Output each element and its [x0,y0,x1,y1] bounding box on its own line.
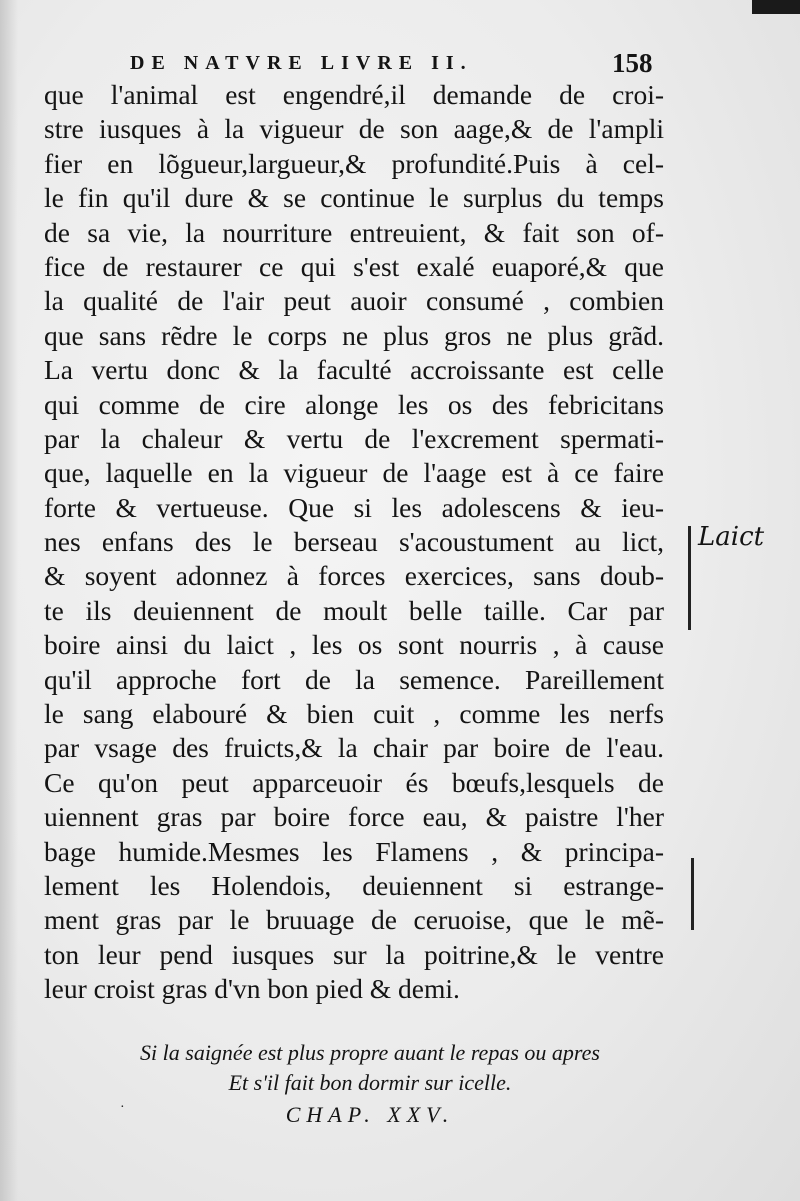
text-line: que, laquelle en la vigueur de l'aage est à ce faire [44,457,664,489]
text-line: fier en lõgueur,largueur,& profundité.Puis à cel- [44,147,664,179]
text-line: de sa vie, la nourriture entreuient, & fait son of- [44,216,664,248]
text-line: ton leur pend iusques sur la poitrine,& le ventre [44,938,664,970]
corner-ink-mark [752,0,800,14]
text-line: le fin qu'il dure & se continue le surplus du temps [44,182,664,214]
text-line: forte & vertueuse. Que si les adolescens & ieu- [44,491,664,523]
page-number: 158 [612,48,653,78]
ink-dot: · [120,1100,125,1115]
text-line: La vertu donc & la faculté accroissante est celle [44,354,664,386]
margin-bracket-line [688,526,691,630]
text-line: Ce qu'on peut apparceuoir és bœufs,lesquels de [44,766,664,798]
text-line: qui comme de cire alonge les os des febricitans [44,388,664,420]
text-line: te ils deuiennent de moult belle taille. Car par [44,594,664,626]
text-line: qu'il approche fort de la semence. Pareillement [44,663,664,695]
text-line: le sang elabouré & bien cuit , comme les nerfs [44,698,664,730]
text-line: bage humide.Mesmes les Flamens , & principa- [44,835,664,867]
handwritten-margin-note: Laict [698,522,765,552]
text-line: par vsage des fruicts,& la chair par boire de l'eau. [44,732,664,764]
chapter-title-line: Et s'il fait bon dormir sur icelle. [228,1070,512,1095]
text-line: nes enfans des le berseau s'acoustument au lict, [44,526,664,558]
text-line: & soyent adonnez à forces exercices, sans doub- [44,560,664,592]
chapter-title-line: Si la saignée est plus propre auant le repas ou apres [140,1040,600,1065]
margin-bracket-line [691,858,694,930]
chapter-number: CHAP. XXV. [285,1102,455,1127]
chapter-heading [60,1038,680,1132]
text-line: la qualité de l'air peut auoir consumé , combien [44,285,664,317]
text-line: fice de restaurer ce qui s'est exalé euaporé,& que [44,250,664,282]
text-line: uiennent gras par boire force eau, & paistre l'her [44,801,664,833]
text-line: que l'animal est engendré,il demande de croi- [44,79,664,110]
binding-shadow [0,0,18,1201]
text-line: boire ainsi du laict , les os sont nourris , à cause [44,629,664,661]
body-text [44,78,664,1007]
text-line: que sans rẽdre le corps ne plus gros ne plus grãd. [44,319,664,351]
text-line: ment gras par le bruuage de ceruoise, que le mẽ- [44,904,664,936]
text-line: par la chaleur & vertu de l'excrement spermati- [44,422,664,454]
text-line: stre iusques à la vigueur de son aage,& de l'ampli [44,113,664,145]
running-head-title: DE NATVRE LIVRE II. [130,52,473,74]
text-line-last: leur croist gras d'vn bon pied & demi. [44,973,460,1005]
text-line: lement les Holendois, deuiennent si estrange- [44,869,664,901]
